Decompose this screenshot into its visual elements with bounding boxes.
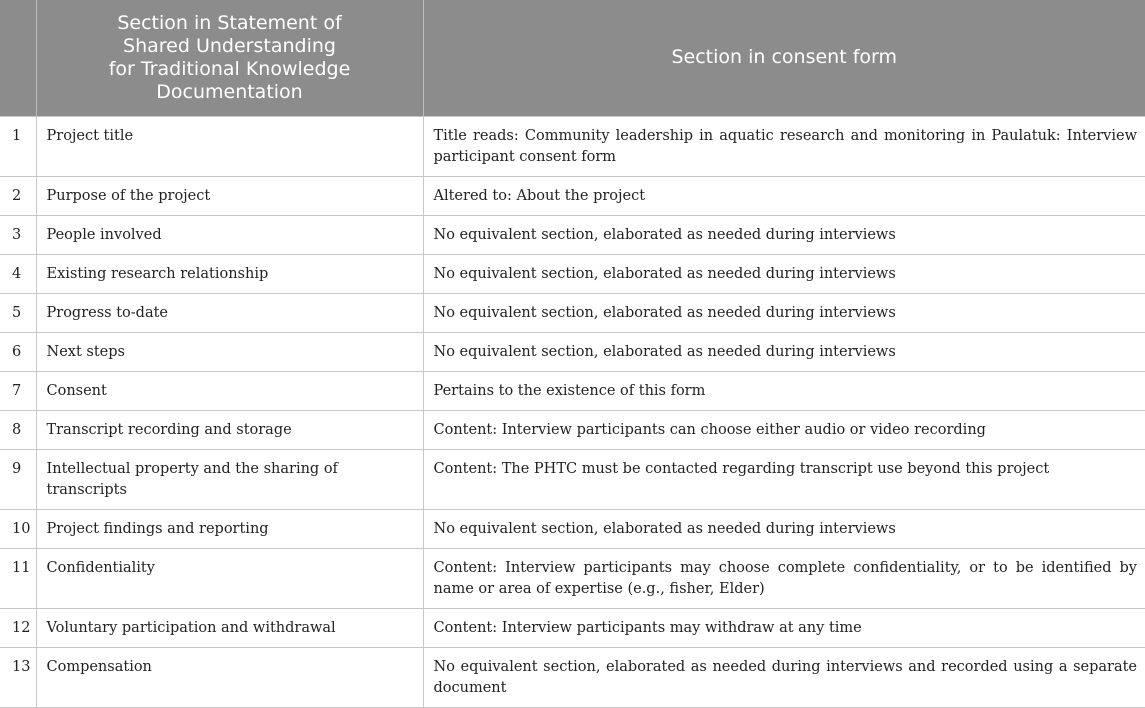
header-statement-section: Section in Statement of Shared Understanding for Traditional Knowledge Documentation bbox=[36, 0, 423, 116]
table-row bbox=[0, 647, 1145, 707]
row-number: 12 bbox=[0, 608, 36, 647]
table-row bbox=[0, 254, 1145, 293]
row-consent: Content: Interview participants may choose complete confidentiality, or to be identified by name or area of expertise (e.g., fisher, Elder) bbox=[423, 548, 1145, 608]
row-number: 1 bbox=[0, 116, 36, 176]
row-number: 2 bbox=[0, 176, 36, 215]
table-row bbox=[0, 215, 1145, 254]
row-consent: Content: Interview participants can choose either audio or video recording bbox=[423, 410, 1145, 449]
header-row bbox=[0, 0, 1145, 116]
table-row bbox=[0, 371, 1145, 410]
row-section: Transcript recording and storage bbox=[36, 410, 423, 449]
table-row bbox=[0, 116, 1145, 176]
header-consent-section: Section in consent form bbox=[423, 0, 1145, 116]
row-consent: No equivalent section, elaborated as needed during interviews bbox=[423, 509, 1145, 548]
row-number: 6 bbox=[0, 332, 36, 371]
row-number: 9 bbox=[0, 449, 36, 509]
row-number: 13 bbox=[0, 647, 36, 707]
row-consent: Title reads: Community leadership in aquatic research and monitoring in Paulatuk: Interview participant consent form bbox=[423, 116, 1145, 176]
row-number: 3 bbox=[0, 215, 36, 254]
row-section: Intellectual property and the sharing of transcripts bbox=[36, 449, 423, 509]
row-consent: Altered to: About the project bbox=[423, 176, 1145, 215]
row-number: 8 bbox=[0, 410, 36, 449]
table-row bbox=[0, 449, 1145, 509]
table-row bbox=[0, 176, 1145, 215]
row-consent: Pertains to the existence of this form bbox=[423, 371, 1145, 410]
row-consent: Content: The PHTC must be contacted regarding transcript use beyond this project bbox=[423, 449, 1145, 509]
row-section: Progress to-date bbox=[36, 293, 423, 332]
row-section: Compensation bbox=[36, 647, 423, 707]
row-section: People involved bbox=[36, 215, 423, 254]
row-consent: No equivalent section, elaborated as needed during interviews bbox=[423, 215, 1145, 254]
row-section: Voluntary participation and withdrawal bbox=[36, 608, 423, 647]
row-number: 5 bbox=[0, 293, 36, 332]
table-row bbox=[0, 410, 1145, 449]
table-row bbox=[0, 332, 1145, 371]
row-section: Existing research relationship bbox=[36, 254, 423, 293]
row-consent: No equivalent section, elaborated as needed during interviews and recorded using a separate document bbox=[423, 647, 1145, 707]
row-section: Project title bbox=[36, 116, 423, 176]
row-consent: Content: Interview participants may withdraw at any time bbox=[423, 608, 1145, 647]
table-row bbox=[0, 608, 1145, 647]
row-consent: No equivalent section, elaborated as needed during interviews bbox=[423, 332, 1145, 371]
row-number: 4 bbox=[0, 254, 36, 293]
table-row bbox=[0, 509, 1145, 548]
row-section: Project findings and reporting bbox=[36, 509, 423, 548]
row-section: Purpose of the project bbox=[36, 176, 423, 215]
header-number bbox=[0, 0, 36, 116]
row-section: Consent bbox=[36, 371, 423, 410]
row-number: 7 bbox=[0, 371, 36, 410]
row-number: 11 bbox=[0, 548, 36, 608]
table-row bbox=[0, 293, 1145, 332]
row-consent: No equivalent section, elaborated as needed during interviews bbox=[423, 293, 1145, 332]
row-number: 10 bbox=[0, 509, 36, 548]
row-section: Confidentiality bbox=[36, 548, 423, 608]
row-section: Next steps bbox=[36, 332, 423, 371]
row-consent: No equivalent section, elaborated as needed during interviews bbox=[423, 254, 1145, 293]
table-row bbox=[0, 548, 1145, 608]
